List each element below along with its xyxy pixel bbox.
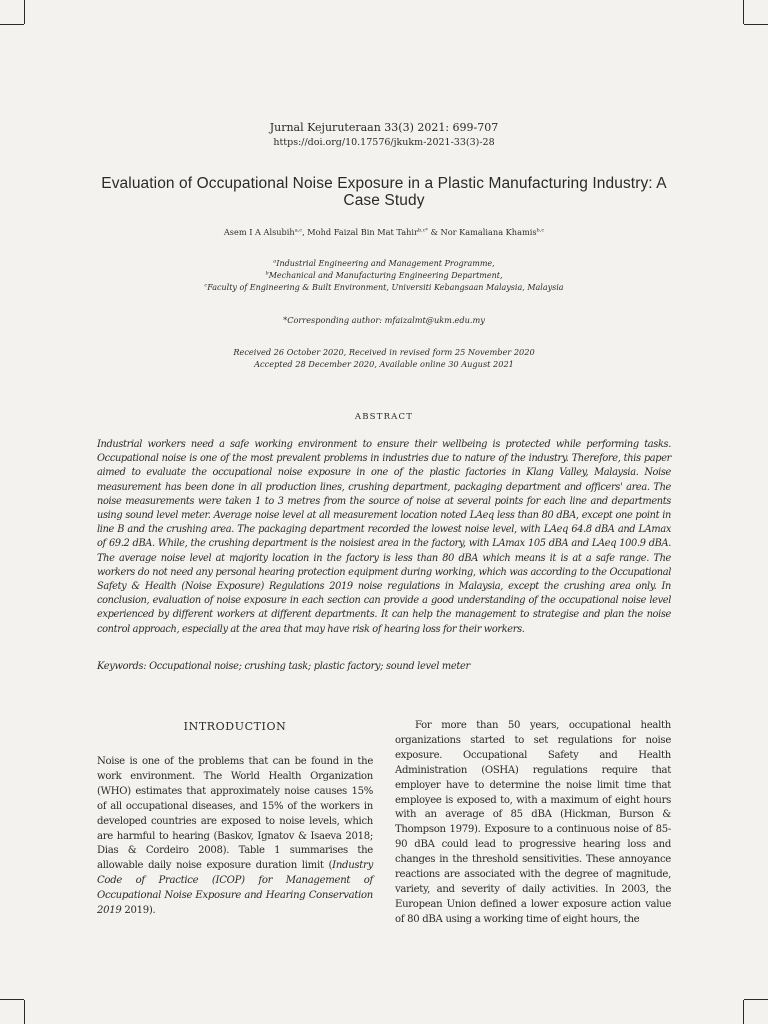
affiliation-sup: b (265, 270, 269, 277)
paper-title: Evaluation of Occupational Noise Exposure in a Plastic Manufacturing Industry: A Case Study (101, 175, 667, 209)
abstract-heading: ABSTRACT (354, 412, 414, 422)
affiliation-sup: a (273, 258, 277, 265)
journal-citation: Jurnal Kejuruteraan 33(3) 2021: 699-707 (269, 121, 499, 134)
author-affiliation-sup: b,c (536, 227, 545, 234)
paragraph-italic-text: Industry Code of Practice (ICOP) for Management of Occupational Noise Exposure and Hearing Conservation 2019 (97, 860, 373, 917)
affiliation-text: Industrial Engineering and Management Programme, (276, 259, 495, 268)
section-heading-introduction: INTRODUCTION (183, 720, 287, 733)
author-name: Mohd Faizal Bin Mat Tahir (307, 227, 418, 237)
abstract-text: Industrial workers need a safe working environment to ensure their wellbeing is protected while performing tasks. Occupational noise is one of the most prevalent problems in industries due to nature of the industry. Therefore, this paper aimed to evaluate the occupational noise exposure in one of the plastic factories in Klang Valley, Malaysia. Noise measurement has been done in all production lines, crushing department, packaging department and officers' area. The noise measurements were taken 1 to 3 metres from the source of noise at several points for each line and departments using sound level meter. Average noise level at all measurement location noted LAeq less than 80 dBA, except one point in line B and the crushing area. The packaging department recorded the lowest noise level, with LAeq 64.8 dBA and LAmax of 69.2 dBA. While, the crushing department is the noisiest area in the factory, with LAmax 105 dBA and LAeq 100.9 dBA. The average noise level at majority location in the factory is less than 80 dBA which means it is at a safe range. The workers do not need any personal hearing protection equipment during working, which was according to the Occupational Safety & Health (Noise Exposure) Regulations 2019 noise regulations in Malaysia, except the crushing area only. In conclusion, evaluation of noise exposure in each section can provide a good understanding of the occupational noise level experienced by different workers at different departments. It can help the management to strategise and plan the noise control approach, especially at the area that may have risk of hearing loss for their workers. (97, 439, 671, 635)
affiliation-line (0, 281, 768, 294)
author-separator: & (428, 227, 441, 237)
author-list (0, 226, 768, 238)
crop-mark (24, 1000, 25, 1024)
corresponding-author: *Corresponding author: mfaizalmt@ukm.edu.my (283, 315, 485, 325)
crop-mark (0, 999, 24, 1000)
author-name: Asem I A Alsubih (223, 227, 295, 237)
affiliation-sup: c (204, 282, 208, 289)
paragraph-text: 2019). (121, 905, 156, 917)
accepted-dates: Accepted 28 December 2020, Available online 30 August 2021 (254, 359, 514, 369)
affiliation-text: Mechanical and Manufacturing Engineering Department, (268, 271, 503, 280)
left-column (97, 755, 373, 919)
received-dates: Received 26 October 2020, Received in revised form 25 November 2020 (233, 347, 535, 357)
right-column (395, 719, 671, 928)
author-separator: , (302, 227, 308, 237)
author-affiliation-sup: a,c (294, 227, 303, 234)
keywords: Keywords: Occupational noise; crushing task; plastic factory; sound level meter (97, 661, 470, 672)
crop-mark (744, 999, 768, 1000)
paragraph: For more than 50 years, occupational health organizations started to set regulations for noise exposure. Occupational Safety and Health Administration (OSHA) regulations require that employer have to determine the noise limit time that employee is exposed to, with a maximum of eight hours with an average of 85 dBA (Hickman, Burson & Thompson 1979). Exposure to a continuous noise of 85-90 dBA could lead to progressive hearing loss and changes in the threshold sensitivities. These annoyance reactions are associated with the degree of magnitude, variety, and severity of daily activities. In 2003, the European Union defined a lower exposure action value of 80 dBA using a working time of eight hours, the (395, 720, 671, 925)
paragraph (97, 755, 373, 919)
crop-mark (743, 0, 744, 24)
author-name: Nor Kamaliana Khamis (440, 227, 537, 237)
author-affiliation-sup: b,c* (417, 227, 429, 234)
paragraph-text: Noise is one of the problems that can be found in the work environment. The World Health Organization (WHO) estimates that approximately noise causes 15% of all occupational diseases, and 15% of the workers in developed countries are exposed to noise levels, which are harmful to hearing (Baskov, Ignatov & Isaeva 2018; Dias & Cordeiro 2008). Table 1 summarises the allowable daily noise exposure duration limit ( (97, 756, 373, 872)
crop-mark (0, 24, 24, 25)
crop-mark (743, 1000, 744, 1024)
affiliation-text: Faculty of Engineering & Built Environment, Universiti Kebangsaan Malaysia, Malaysia (207, 283, 564, 292)
doi-link[interactable]: https://doi.org/10.17576/jkukm-2021-33(3)-28 (273, 137, 495, 148)
crop-mark (744, 24, 768, 25)
crop-mark (24, 0, 25, 24)
